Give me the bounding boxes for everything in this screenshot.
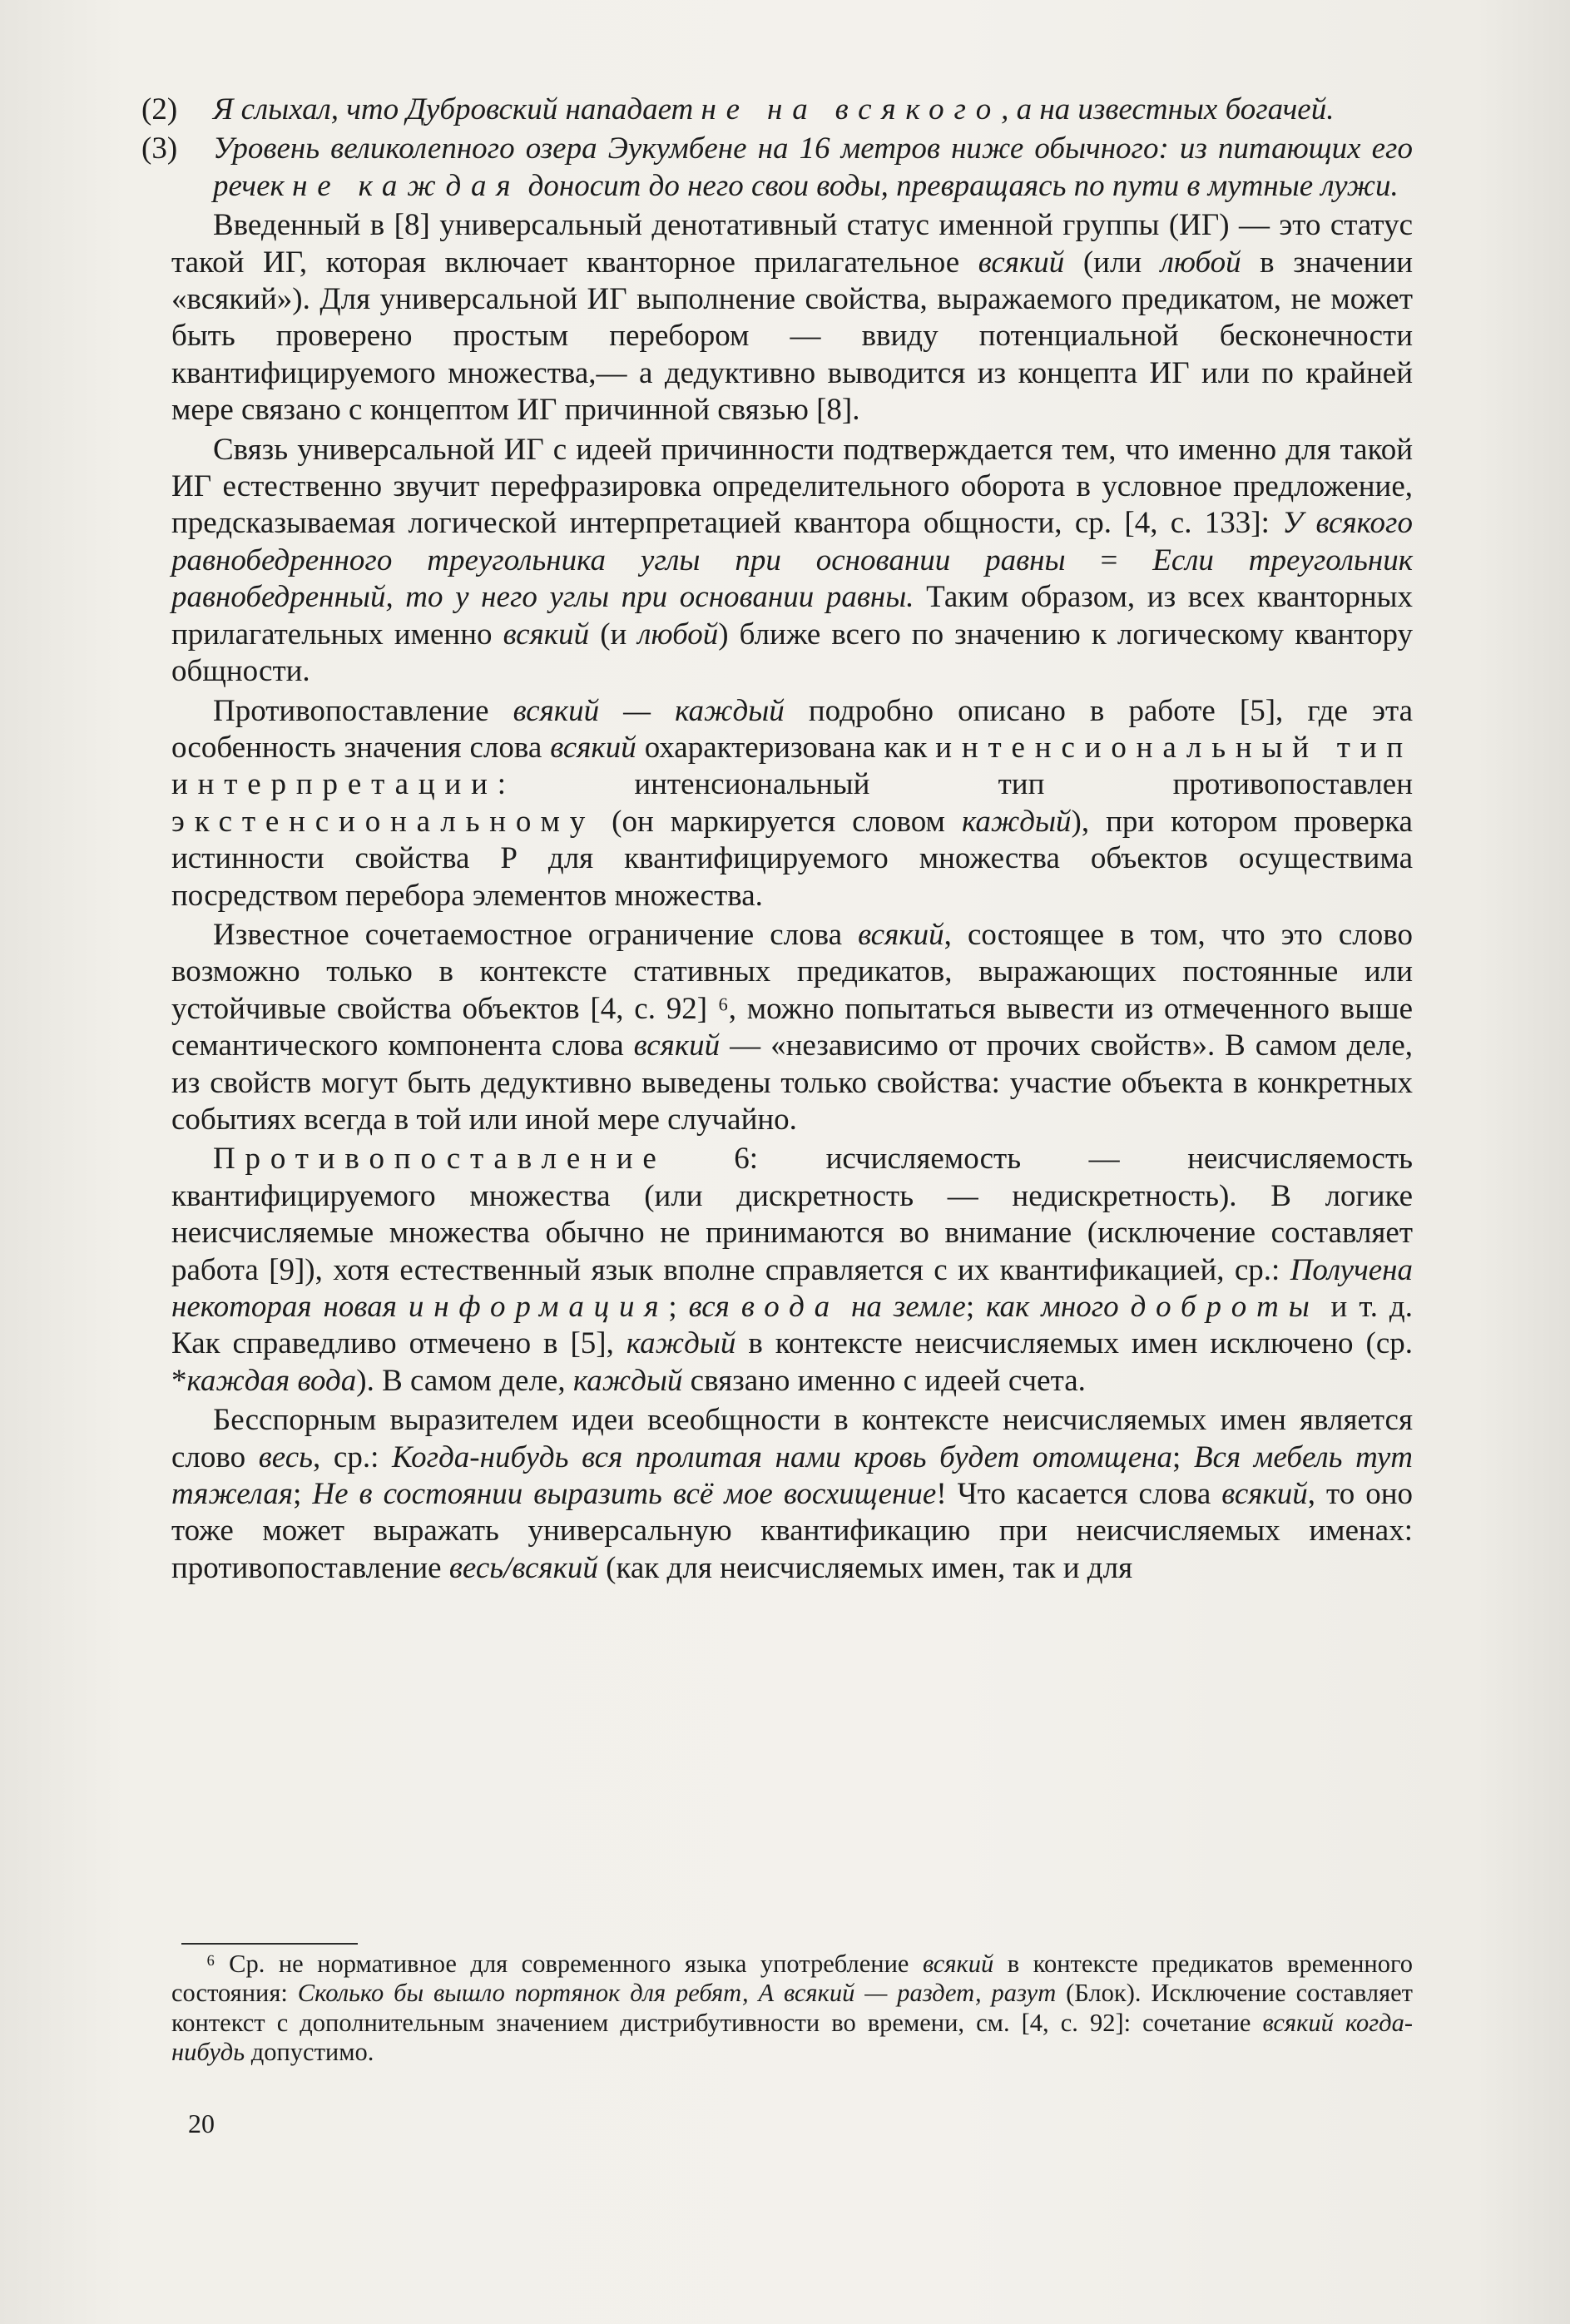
- example-3: [141, 131, 1413, 205]
- text-run: ;: [1172, 1439, 1194, 1474]
- spaced-run: Противопоставление: [213, 1142, 666, 1177]
- text-run: : интенсиональный тип противопоставлен: [497, 767, 1413, 802]
- text-run: ;: [965, 1290, 987, 1324]
- italic-run: Не в состоянии выразить всё мое восхищение: [312, 1477, 937, 1512]
- example-2: [141, 92, 1413, 128]
- text-run: Я слыхал, что Дубровский нападает: [213, 92, 701, 126]
- italic-run: как много: [986, 1290, 1131, 1324]
- text-run: , а на известных богачей.: [1001, 92, 1335, 126]
- paragraph-causality: [171, 432, 1413, 691]
- italic-run: на земле: [839, 1290, 966, 1324]
- paragraph-ves: [171, 1402, 1413, 1587]
- text-run: подробно описано в работе [5], где эта особенность значения слова: [171, 693, 1413, 765]
- text-run: Уровень великолепного озера Эукумбене на 16 метров ниже обычного: из питающих его речек: [213, 131, 1413, 203]
- paragraph-universal-status: [171, 207, 1413, 429]
- text-run: Противопоставление: [213, 693, 513, 728]
- paragraph-stative-restriction: [171, 917, 1413, 1138]
- page-number: 20: [188, 2108, 215, 2138]
- text-run: , то оно тоже может выражать универсальную квантификацию при неисчисляемых именах: противопоставление: [171, 1477, 1414, 1585]
- footnote-6: [171, 1950, 1413, 2067]
- example-number: (3): [141, 131, 178, 166]
- paragraph-opposition-vsyakiy-kazhdyy: [171, 693, 1413, 914]
- italic-run: каждый: [961, 804, 1072, 839]
- italic-run: всякий: [858, 917, 944, 952]
- italic-run: всякий: [1221, 1477, 1308, 1512]
- italic-run: У всякого равнобедренного треугольника углы при основании равны: [171, 506, 1413, 577]
- text-run: 6: исчисляемость — неисчисляемость квантифицируемого множества (или дискретность — недискретность). В логике неисчисляемые множества обычно не принимаются во внимание (исключение составляет работа [9]), хотя естественный язык вполне справляется с их квантификацией, ср.:: [171, 1142, 1413, 1287]
- text-run: (он маркируется словом: [595, 804, 962, 839]
- example-text: [213, 131, 1413, 202]
- italic-run: всякий: [633, 1028, 721, 1063]
- italic-run: информация: [408, 1290, 669, 1324]
- italic-run: Когда-нибудь вся пролитая нами кровь будет отомщена: [391, 1439, 1173, 1474]
- example-text: [213, 92, 1334, 126]
- italic-run: Если треугольник равнобедренный, то у него углы при основании равны.: [171, 543, 1413, 615]
- italic-run: каждая вода: [186, 1363, 357, 1398]
- italic-run: всякий: [550, 730, 636, 765]
- italic-run: Вся мебель тут тяжелая: [171, 1439, 1414, 1512]
- italic-run: всякий: [978, 245, 1065, 280]
- italic-run: весь/всякий: [448, 1550, 598, 1585]
- text-run: Известное сочетаемостное ограничение слова: [213, 917, 859, 952]
- italic-run: всякий когда-нибудь: [171, 2008, 1413, 2066]
- body-text: [141, 92, 1414, 1587]
- italic-run: вода: [740, 1290, 839, 1324]
- text-run: — «независимо от прочих свойств». В самом деле, из свойств могут быть дедуктивно выведены только свойства: участие объекта в конкретных событиях всегда в той или иной мере случайно.: [171, 1028, 1414, 1137]
- spaced-run: экстенсиональному: [171, 804, 596, 839]
- text-run: ;: [668, 1290, 689, 1324]
- text-run: =: [1065, 543, 1153, 577]
- text-run: допустимо.: [245, 2037, 374, 2066]
- italic-run: Получена некоторая новая: [171, 1252, 1413, 1324]
- footnote-divider: [181, 1943, 358, 1945]
- italic-run: всякий: [922, 1950, 994, 1978]
- italic-run: всякий: [503, 617, 590, 652]
- text-run: Бесспорным выразителем идеи всеобщности в контексте неисчисляемых имен является слово: [171, 1403, 1413, 1474]
- italic-run: каждый: [572, 1363, 683, 1398]
- text-run: ;: [293, 1477, 313, 1512]
- text-run: (или: [1064, 245, 1161, 280]
- text-run: охарактеризована как: [636, 730, 936, 765]
- text-run: ! Что касается слова: [936, 1477, 1222, 1512]
- spaced-run: не на всякого: [701, 92, 1002, 126]
- text-run: Введенный в [8] универсальный денотативный статус именной группы (ИГ) — это статус такой ИГ, которая включает кванторное прилагательное: [171, 208, 1413, 280]
- italic-run: доброты: [1130, 1290, 1320, 1324]
- text-run: ), при котором проверка истинности свойства Р для квантифицируемого множества объектов осуществима посредством перебора элементов множества.: [171, 804, 1413, 913]
- italic-run: каждый: [626, 1326, 736, 1361]
- text-run: доносит до него свои воды, превращаясь по пути в мутные лужи.: [520, 168, 1399, 203]
- italic-run: Сколько бы вышло портянок для ребят, А всякий — раздет, разут: [297, 1979, 1057, 2008]
- italic-run: всякий — каждый: [513, 693, 785, 728]
- example-number: (2): [141, 92, 178, 126]
- spaced-run: интенсиональный тип интерпретации: [171, 730, 1413, 802]
- text-run: (как для неисчисляемых имен, так и для: [597, 1550, 1133, 1585]
- text-run: в значении «всякий»). Для универсальной ИГ выполнение свойства, выражаемого предикатом, не может быть проверено простым перебором — ввиду потенциальной бесконечности квантифицируемого множества,— а дедуктивно выводится из концепта ИГ или по крайней мере связано с концептом ИГ причинной связью [8].: [171, 245, 1413, 428]
- text-run: (и: [589, 617, 638, 652]
- text-run: , ср.:: [313, 1439, 392, 1474]
- italic-run: весь: [258, 1439, 314, 1474]
- text-run: Таким образом, из всех кванторных прилагательных именно: [171, 580, 1413, 652]
- italic-run: любой: [1160, 245, 1241, 280]
- text-run: в контексте неисчисляемых имен исключено (ср. *: [171, 1326, 1413, 1398]
- text-run: (Блок). Исключение составляет контекст с дополнительным значением дистрибутивности во времени, см. [4, с. 92]: сочетание: [171, 1979, 1414, 2037]
- italic-run: любой: [637, 617, 719, 652]
- italic-run: вся: [688, 1290, 741, 1324]
- text-run: , состоящее в том, что это слово возможно только в контексте стативных предикатов, выражающих постоянные или устойчивые свойства объектов [4, с. 92] ⁶, можно попытаться вывести из отмеченного выше семантического компонента слова: [171, 917, 1413, 1063]
- text-run: в контексте предикатов временного состояния:: [171, 1950, 1413, 2008]
- text-run: ). В самом деле,: [356, 1363, 573, 1398]
- text-run: и т. д. Как справедливо отмечено в [5],: [171, 1290, 1413, 1361]
- paragraph-opposition-6: [171, 1141, 1413, 1400]
- text-run: Связь универсальной ИГ с идеей причинности подтверждается тем, что именно для такой ИГ естественно звучит перефразировка определительного оборота в условное предложение, предсказываемая логической интерпретацией квантора общности, ср. [4, с. 133]:: [171, 432, 1413, 541]
- spaced-run: не каждая: [292, 168, 521, 203]
- text-run: ⁶ Ср. не нормативное для современного языка употребление: [206, 1950, 923, 1978]
- text-run: связано именно с идеей счета.: [682, 1363, 1086, 1398]
- text-run: ) ближе всего по значению к логическому квантору общности.: [171, 617, 1413, 689]
